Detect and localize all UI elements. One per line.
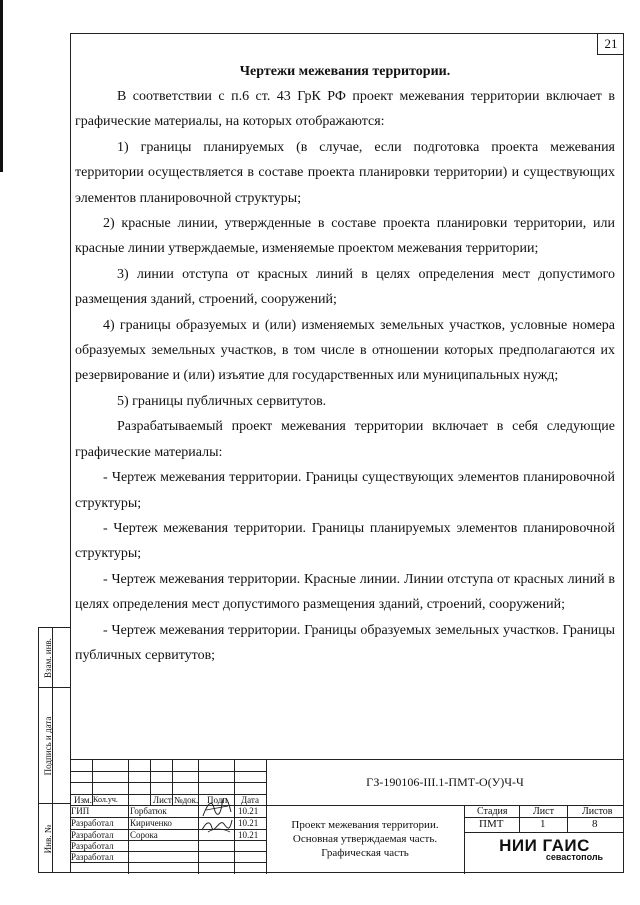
list-item: - Чертеж межевания территории. Красные линии. Линии отступа от красных линий в целях определения мест допустимого размещения зданий, строений, сооружений; [75,571,615,613]
list-item: 5) границы публичных сервитутов. [117,393,327,409]
row-date: 10.21 [238,830,259,840]
list-item: 3) линии отступа от красных линий в целях определения мест допустимого размещения зданий, строений, сооружений; [75,266,615,308]
row-role: Разработал [71,818,114,828]
description-line: Проект межевания территории. [291,819,439,831]
document-title: Чертежи межевания территории. [239,64,451,79]
document-code: ГЗ-190106-III.1-ПМТ-О(У)Ч-Ч [366,775,524,789]
sheet-header: Лист [533,806,554,817]
header-ndok: №док. [174,795,199,805]
header-list: Лист [153,795,172,805]
list-item: 4) границы образуемых и (или) изменяемых земельных участков, условные номера образуемых земельных участков, в том числе в отношении которых предполагаются их резервирование и (или) изъятие для государственных или муниципальных нужд; [75,317,615,384]
list-item: - Чертеж межевания территории. Границы существующих элементов планировочной структуры; [75,470,615,511]
header-koluch: Кол.уч. [93,795,118,804]
row-name: Сорока [130,830,158,840]
header-podp: Подп. [207,795,230,805]
list-item: 1) границы планируемых (в случае, если подготовка проекта межевания территории осуществляется в составе проекта планировки территории) и существующих элементов планировочной структуры; [75,139,615,206]
paragraph: В соответствии с п.6 ст. 43 ГрК РФ проект межевания территории включает в графические материалы, на которых отображаются: [75,89,615,130]
organization-logo [465,832,624,872]
document-description [266,805,464,860]
description-line: Графическая часть [321,847,409,859]
scan-edge-mark [0,0,3,172]
page-number: 21 [597,34,624,55]
row-date: 10.21 [238,806,259,816]
list-item: - Чертеж межевания территории. Границы образуемых земельных участков. Границы публичных сервитутов; [75,622,615,663]
signature-kirichenko [200,814,234,836]
title-block [70,759,624,874]
description-line: Основная утверждаемая часть. [292,833,438,845]
row-role: Разработал [71,841,114,851]
row-date: 10.21 [238,818,259,828]
sheet-value: 1 [540,818,546,830]
side-label-vzam: Взам. инв. [42,637,53,678]
organization-city: севастополь [545,852,604,862]
list-item: - Чертеж межевания территории. Границы планируемых элементов планировочной структуры; [75,520,615,562]
row-role: Разработал [71,852,114,862]
row-role: ГИП [71,806,90,816]
side-label-podpis: Подпись и дата [42,716,53,775]
header-izm: Изм. [74,795,92,805]
list-item: 2) красные линии, утвержденные в составе проекта планировки территории, или красные линии утверждаемые, изменяемые проектом межевания территории; [75,216,615,257]
side-label-inv: Инв. № [42,824,53,854]
header-data: Дата [241,795,259,805]
row-name: Горбатюк [130,806,167,816]
sheets-header: Листов [582,806,613,817]
row-name: Кириченко [130,818,172,828]
organization-name: НИИ ГАИС [499,836,590,855]
paragraph: Разрабатываемый проект межевания территории включает в себя следующие графические материалы: [75,419,615,460]
document-body [75,60,615,668]
stage-header: Стадия [477,806,508,817]
sheets-value: 8 [592,818,598,830]
row-role: Разработал [71,830,114,840]
stage-value: ПМТ [479,818,504,830]
side-strip-inner [52,627,70,873]
